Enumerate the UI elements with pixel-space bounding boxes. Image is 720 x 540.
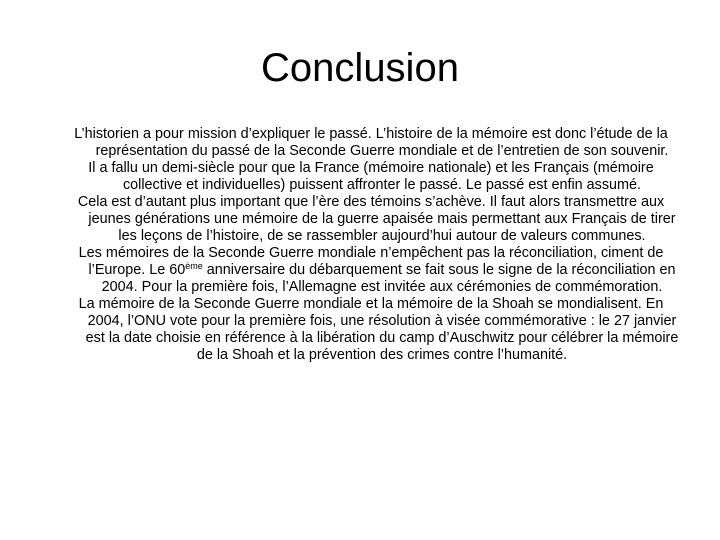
slide-title: Conclusion [261, 46, 459, 90]
paragraph-shoah: La mémoire de la Seconde Guerre mondiale et la mémoire de la Shoah se mondialisent. En 2004, l’ONU vote pour la première fois, une résolution à visée commémorative : le 27 janvier est la date choisie en référence à la libération du camp d’Auschwitz pour célébrer la mémoire de la Shoah et la prévention des crimes contre l’humanité. [78, 296, 679, 363]
paragraph-reconciliation [60, 245, 682, 296]
superscript-eme: ème [185, 261, 203, 271]
slide-body [60, 126, 682, 364]
paragraph-witnesses: Cela est d’autant plus important que l’ère des témoins s’achève. Il faut alors transmettre aux jeunes générations une mémoire de la guerre apaisée mais permettant aux Français de tirer les leçons de l’histoire, de se rassembler aujourd’hui autour de valeurs communes. [77, 194, 676, 244]
paragraph-historian: L’historien a pour mission d’expliquer le passé. L’histoire de la mémoire est donc l’étude de la représentation du passé de la Seconde Guerre mondiale et de l’entretien de son souvenir. [74, 126, 669, 159]
paragraph-reconciliation-part2: anniversaire du débarquement se fait sous le signe de la réconciliation en 2004. Pour la première fois, l’Allemagne est invitée aux cérémonies de commémoration. [101, 262, 676, 295]
paragraph-half-century: Il a fallu un demi-siècle pour que la France (mémoire nationale) et les Français (mémoire collective et individuelles) puissent affronter le passé. Le passé est enfin assumé. [88, 160, 654, 193]
paragraph-reconciliation-part1: Les mémoires de la Seconde Guerre mondiale n’empêchent pas la réconciliation, ciment de l’Europe. Le 60 [78, 245, 664, 278]
